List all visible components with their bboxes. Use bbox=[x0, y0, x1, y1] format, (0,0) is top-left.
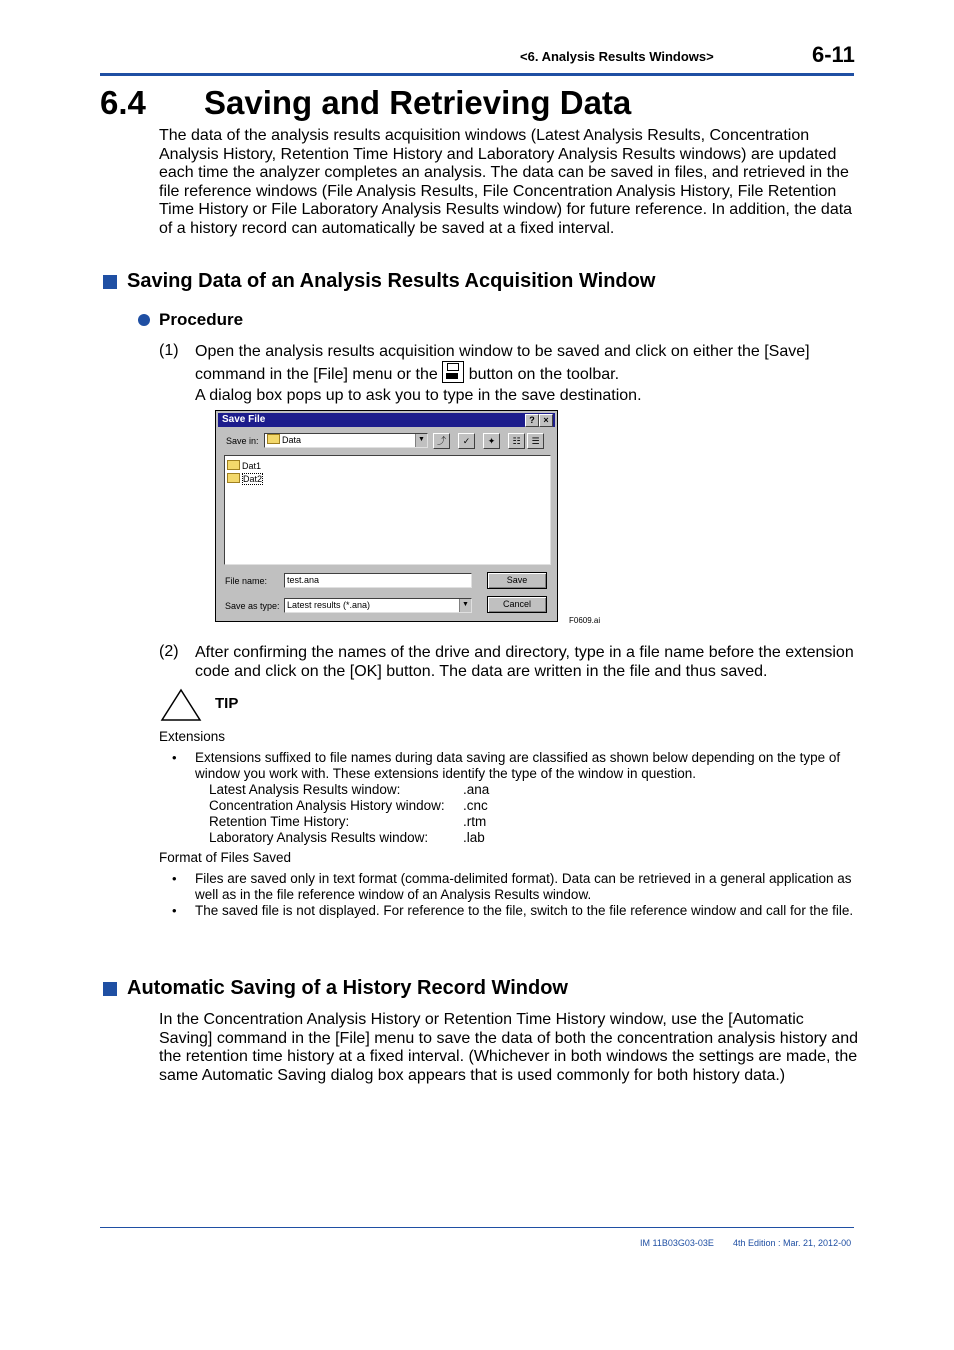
format-bullet-1: Files are saved only in text format (comma-delimited format). Data can be retrieved in a general application as well as in the file reference window of an Analysis Results window. bbox=[195, 871, 852, 902]
page-number: 6-11 bbox=[812, 42, 855, 67]
save-button[interactable]: Save bbox=[487, 572, 547, 589]
save-in-value: Data bbox=[282, 435, 302, 445]
step-1-text bbox=[195, 342, 855, 384]
step-1-text-b: button on the toolbar. bbox=[468, 366, 620, 383]
chevron-down-icon[interactable]: ▼ bbox=[459, 599, 471, 612]
folder-item-dat2[interactable] bbox=[227, 473, 263, 484]
tip-label: TIP bbox=[215, 695, 239, 712]
step-1-note: A dialog box pops up to ask you to type in the save destination. bbox=[195, 387, 642, 404]
step-1-number: (1) bbox=[159, 342, 179, 359]
save-type-label: Save as type: bbox=[225, 601, 280, 611]
help-button[interactable]: ? bbox=[525, 414, 539, 427]
format-heading: Format of Files Saved bbox=[159, 850, 292, 865]
file-list[interactable] bbox=[224, 455, 551, 565]
step-2-text: After confirming the names of the drive and directory, type in a file name before the extension code and click on the [OK] button. The data are written in the file and thus saved. bbox=[195, 644, 854, 680]
chevron-down-icon[interactable]: ▼ bbox=[415, 434, 427, 447]
footer-edition: 4th Edition : Mar. 21, 2012-00 bbox=[733, 1238, 852, 1248]
cancel-button[interactable]: Cancel bbox=[487, 596, 547, 613]
folder-item-dat1[interactable] bbox=[227, 460, 261, 471]
folder-label: Dat2 bbox=[243, 474, 263, 484]
close-button[interactable]: × bbox=[539, 414, 553, 427]
bullet: • bbox=[172, 903, 177, 918]
folder-icon bbox=[227, 460, 240, 470]
folder-label: Dat1 bbox=[242, 461, 262, 471]
file-name-input[interactable]: test.ana bbox=[284, 573, 472, 588]
folder-icon bbox=[227, 473, 240, 483]
ext-row-name: Concentration Analysis History window: bbox=[209, 798, 445, 813]
up-folder-icon[interactable]: ⤴ bbox=[433, 433, 450, 449]
save-floppy-icon bbox=[442, 361, 464, 383]
details-view-icon[interactable]: ☰ bbox=[527, 433, 544, 449]
step-2-number: (2) bbox=[159, 643, 179, 660]
tip-triangle-icon bbox=[160, 688, 202, 722]
ext-row-value: .ana bbox=[463, 782, 490, 797]
bullet: • bbox=[172, 750, 177, 765]
save-in-combo[interactable] bbox=[264, 433, 428, 448]
ext-row-name: Retention Time History: bbox=[209, 814, 350, 829]
dialog-title-bar bbox=[218, 413, 555, 427]
subsection-title-automatic: Automatic Saving of a History Record Window bbox=[127, 977, 568, 999]
section-square-icon bbox=[103, 275, 117, 289]
bullet-dot-icon bbox=[138, 314, 150, 326]
bullet: • bbox=[172, 871, 177, 886]
header-rule bbox=[100, 73, 854, 76]
procedure-heading: Procedure bbox=[159, 310, 244, 329]
header-section-ref: <6. Analysis Results Windows> bbox=[520, 49, 714, 64]
list-view-icon[interactable]: ☷ bbox=[508, 433, 525, 449]
save-type-select[interactable] bbox=[284, 598, 472, 613]
folder-icon bbox=[267, 434, 280, 444]
save-in-label: Save in: bbox=[226, 436, 259, 446]
file-name-label: File name: bbox=[225, 576, 268, 586]
save-type-value: Latest results (*.ana) bbox=[287, 600, 371, 610]
footer-doc-id: IM 11B03G03-03E bbox=[640, 1238, 714, 1248]
ext-row-value: .lab bbox=[463, 830, 485, 845]
subsection-title-saving: Saving Data of an Analysis Results Acquisition Window bbox=[127, 270, 656, 292]
extensions-bullet: Extensions suffixed to file names during data saving are classified as shown below depending on the type of window you work with. These extensions identify the type of the window in question. bbox=[195, 750, 841, 781]
section-title: Saving and Retrieving Data bbox=[204, 84, 632, 121]
ext-row-value: .rtm bbox=[463, 814, 487, 829]
dialog-title: Save File bbox=[222, 414, 266, 425]
footer-rule bbox=[100, 1227, 854, 1228]
extensions-heading: Extensions bbox=[159, 729, 226, 744]
section-square-icon bbox=[103, 982, 117, 996]
automatic-saving-paragraph: In the Concentration Analysis History or Retention Time History window, use the [Automatic Saving] command in the [File] menu to save the data of both the concentration analysis history and the retention time history at a fixed interval. (Whichever in both windows the settings are made, the same Automatic Saving dialog box appears that is used commonly for both history data.) bbox=[159, 1011, 859, 1084]
intro-paragraph: The data of the analysis results acquisition windows (Latest Analysis Results, Concentration Analysis History, Retention Time History and Laboratory Analysis Results windows) are updated each time the analyzer completes an analysis. The data can be saved in files, and retrieved in the file reference windows (File Analysis Results, File Concentration Analysis History, File Retention Time History or File Laboratory Analysis Results window) for future reference. In addition, the data of a history record can automatically be saved at a fixed interval. bbox=[159, 127, 853, 237]
step-1-text-a: Open the analysis results acquisition window to be saved and click on either the [Save] command in the [File] menu or the bbox=[195, 343, 810, 383]
ext-row-name: Latest Analysis Results window: bbox=[209, 782, 401, 797]
new-folder-icon[interactable]: ✦ bbox=[483, 433, 500, 449]
desktop-icon[interactable]: ✓ bbox=[458, 433, 475, 449]
section-number: 6.4 bbox=[100, 84, 146, 121]
format-bullet-2: The saved file is not displayed. For reference to the file, switch to the file reference window and call for the file. bbox=[195, 903, 854, 918]
ext-row-value: .cnc bbox=[463, 798, 488, 813]
figure-id: F0609.ai bbox=[569, 616, 601, 625]
save-file-dialog bbox=[215, 410, 558, 622]
ext-row-name: Laboratory Analysis Results window: bbox=[209, 830, 429, 845]
